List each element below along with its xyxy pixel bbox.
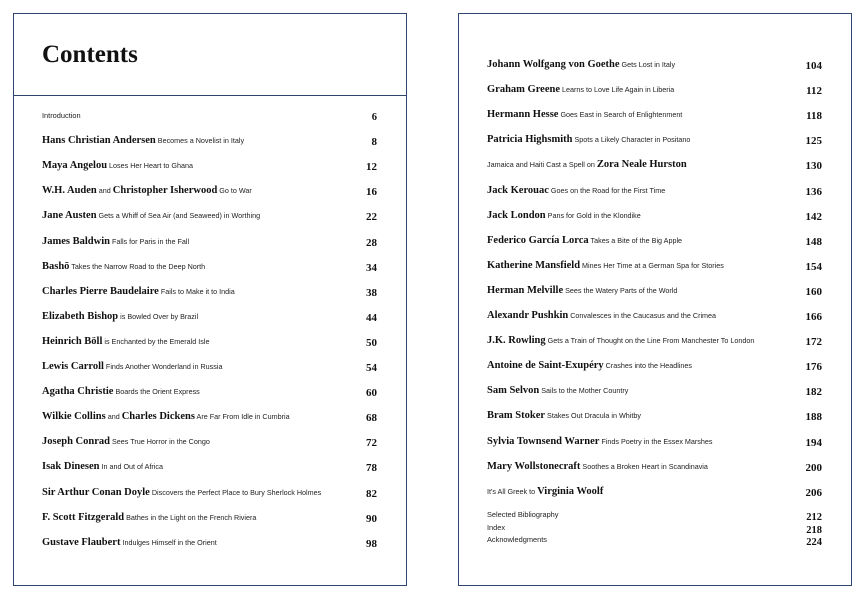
title-area bbox=[14, 14, 406, 96]
page-number: 172 bbox=[805, 336, 822, 349]
author-name: Katherine Mansfield bbox=[487, 259, 581, 271]
entry-description: Falls for Paris in the Fall bbox=[109, 236, 190, 246]
entry-description: Bathes in the Light on the French Riviera bbox=[124, 512, 257, 522]
toc-entry[interactable] bbox=[42, 434, 377, 452]
toc-entry[interactable] bbox=[487, 383, 822, 401]
page-number: 142 bbox=[805, 210, 822, 223]
page-number: 22 bbox=[366, 211, 377, 224]
page-number: 218 bbox=[806, 524, 822, 536]
toc-entry[interactable] bbox=[487, 358, 822, 376]
toc-entry[interactable] bbox=[42, 108, 377, 126]
toc-entry[interactable] bbox=[487, 283, 822, 301]
entry-description: Sees the Watery Parts of the World bbox=[563, 285, 678, 295]
author-name: Wilkie Collins bbox=[42, 411, 106, 423]
toc-entry[interactable] bbox=[487, 434, 822, 452]
page-number: 148 bbox=[805, 235, 822, 248]
toc-entry-title bbox=[487, 129, 690, 147]
author-name: Bashō bbox=[42, 260, 70, 272]
toc-entry-title bbox=[487, 230, 682, 248]
entry-description: Sails to the Mother Country bbox=[539, 386, 629, 396]
entry-description: Finds Another Wonderland in Russia bbox=[103, 362, 223, 371]
page-number: 38 bbox=[366, 286, 377, 299]
toc-entry-title bbox=[42, 281, 235, 299]
toc-entry[interactable] bbox=[487, 157, 822, 175]
page-number: 206 bbox=[805, 486, 822, 499]
page-number: 28 bbox=[366, 236, 377, 249]
page-number: 82 bbox=[366, 487, 377, 500]
author-name: Sir Arthur Conan Doyle bbox=[42, 486, 150, 498]
toc-entry-title bbox=[487, 380, 628, 398]
toc-entry-title bbox=[487, 280, 677, 298]
toc-entry-title bbox=[42, 507, 256, 525]
entry-description: Introduction bbox=[42, 111, 81, 120]
author-name: Lewis Carroll bbox=[42, 361, 104, 372]
page-number: 166 bbox=[805, 311, 822, 323]
entry-description: Go to War bbox=[217, 186, 252, 196]
toc-entry-title bbox=[487, 405, 641, 423]
page-number: 200 bbox=[805, 461, 822, 474]
page-number: 125 bbox=[805, 135, 822, 148]
toc-entry-title bbox=[42, 381, 200, 399]
toc-entry-title bbox=[42, 482, 321, 500]
toc-entry-title bbox=[42, 406, 290, 424]
toc-entry-title bbox=[487, 255, 724, 273]
toc-entry-title bbox=[42, 431, 210, 449]
entry-description: Gets a Train of Thought on the Line From Manchester To London bbox=[545, 336, 755, 346]
author-name: W.H. Auden bbox=[42, 185, 97, 197]
author-name: Agatha Christie bbox=[42, 386, 114, 398]
toc-entry-title bbox=[42, 130, 244, 148]
author-name: Hans Christian Andersen bbox=[42, 135, 156, 147]
entry-description: Finds Poetry in the Essex Marshes bbox=[599, 436, 713, 446]
author-name: Isak Dinesen bbox=[42, 461, 100, 473]
toc-entry-title bbox=[42, 532, 217, 550]
page-number: 224 bbox=[806, 537, 822, 549]
toc-entry[interactable] bbox=[487, 484, 822, 502]
toc-entry[interactable] bbox=[42, 133, 377, 151]
toc-entry-title bbox=[42, 105, 81, 123]
entry-description: Gets Lost in Italy bbox=[619, 60, 676, 69]
entry-description: Takes a Bite of the Big Apple bbox=[588, 235, 683, 245]
entry-description: In and Out of Africa bbox=[99, 462, 164, 472]
toc-entry[interactable] bbox=[42, 535, 377, 553]
toc-entry-title bbox=[42, 456, 163, 474]
author-name: Federico García Lorca bbox=[487, 234, 589, 246]
author-name: F. Scott Fitzgerald bbox=[42, 511, 125, 523]
page-number: 176 bbox=[805, 361, 822, 374]
toc-entry-title bbox=[487, 154, 687, 172]
page-number: 72 bbox=[366, 437, 377, 450]
toc-entry-title bbox=[487, 205, 641, 223]
page-number: 98 bbox=[366, 537, 377, 550]
page-number: 188 bbox=[805, 411, 822, 424]
entry-description: Gets a Whiff of Sea Air (and Seaweed) in Worthing bbox=[96, 211, 261, 221]
toc-entry-title bbox=[42, 180, 252, 198]
entry-description: is Enchanted by the Emerald Isle bbox=[102, 336, 210, 346]
author-name: Charles Dickens bbox=[121, 411, 195, 423]
entry-description: Becomes a Novelist in Italy bbox=[155, 136, 245, 146]
toc-entry-title bbox=[487, 54, 675, 72]
toc-entry-title bbox=[487, 305, 716, 323]
toc-entry[interactable] bbox=[42, 234, 377, 252]
author-name: Christopher Isherwood bbox=[112, 185, 218, 197]
toc-entry-title bbox=[42, 155, 193, 173]
author-name: Herman Melville bbox=[487, 284, 564, 296]
page-number: 34 bbox=[366, 261, 377, 274]
entry-description: Goes on the Road for the First Time bbox=[548, 185, 666, 195]
toc-entry-title bbox=[487, 180, 665, 198]
toc-entry[interactable] bbox=[487, 107, 822, 125]
author-name: Gustave Flaubert bbox=[42, 536, 121, 548]
toc-entry[interactable] bbox=[42, 158, 377, 176]
author-name: Patricia Highsmith bbox=[487, 134, 573, 146]
author-name: Elizabeth Bishop bbox=[42, 310, 119, 322]
toc-entry[interactable] bbox=[487, 308, 822, 326]
page-number: 160 bbox=[805, 285, 822, 298]
toc-entry[interactable] bbox=[487, 132, 822, 150]
entry-description: Convalesces in the Caucasus and the Crimea bbox=[568, 311, 717, 320]
entry-description: Learns to Love Life Again in Liberia bbox=[560, 85, 675, 95]
entry-description: Mines Her Time at a German Spa for Stories bbox=[580, 260, 724, 270]
toc-entry-title bbox=[42, 331, 209, 349]
toc-entry-title bbox=[42, 306, 198, 324]
right-page bbox=[458, 13, 852, 586]
toc-entry-title bbox=[487, 529, 547, 547]
entry-description: and bbox=[105, 412, 122, 422]
toc-entry-title bbox=[42, 256, 205, 274]
author-name: Mary Wollstonecraft bbox=[487, 460, 581, 472]
toc-entry-title bbox=[42, 356, 222, 374]
page-number: 136 bbox=[805, 185, 822, 198]
author-name: Jane Austen bbox=[42, 210, 97, 222]
entry-description: and bbox=[96, 186, 113, 196]
page-number: 78 bbox=[366, 462, 377, 475]
entry-description: Takes the Narrow Road to the Deep North bbox=[69, 261, 206, 271]
toc-entry[interactable] bbox=[42, 409, 377, 427]
toc-entry-title bbox=[487, 330, 754, 348]
author-name: Hermann Hesse bbox=[487, 109, 559, 121]
toc-entry-title bbox=[487, 355, 692, 373]
page-number: 54 bbox=[366, 362, 377, 374]
entry-description: Sees True Horror in the Congo bbox=[109, 437, 210, 447]
toc-entry[interactable] bbox=[42, 259, 377, 277]
toc-entry[interactable] bbox=[487, 82, 822, 100]
entry-description: Indulges Himself in the Orient bbox=[120, 537, 217, 547]
toc-entry[interactable] bbox=[487, 511, 822, 524]
toc-entry[interactable] bbox=[487, 536, 822, 549]
author-name: Bram Stoker bbox=[487, 410, 546, 422]
author-name: James Baldwin bbox=[42, 235, 110, 247]
entry-description: Jamaica and Haiti Cast a Spell on bbox=[487, 160, 597, 170]
author-name: Antoine de Saint-Exupéry bbox=[487, 360, 604, 372]
author-name: Sylvia Townsend Warner bbox=[487, 435, 600, 447]
page-number: 6 bbox=[371, 112, 377, 123]
entry-description: Soothes a Broken Heart in Scandinavia bbox=[580, 461, 708, 471]
author-name: Johann Wolfgang von Goethe bbox=[487, 59, 620, 70]
author-name: Heinrich Böll bbox=[42, 335, 103, 347]
page-number: 112 bbox=[806, 85, 822, 98]
entry-description: Selected Bibliography bbox=[487, 510, 559, 519]
entry-description: Index bbox=[487, 522, 506, 532]
page-number: 194 bbox=[805, 436, 822, 449]
toc-entry[interactable] bbox=[487, 208, 822, 226]
toc-entry[interactable] bbox=[487, 258, 822, 276]
entry-description: Spots a Likely Character in Positano bbox=[572, 135, 691, 145]
page-number: 50 bbox=[366, 336, 377, 349]
toc-entry[interactable] bbox=[487, 459, 822, 477]
toc-entry[interactable] bbox=[487, 183, 822, 201]
page-number: 90 bbox=[366, 512, 377, 525]
toc-entry[interactable] bbox=[42, 510, 377, 528]
toc-entry[interactable] bbox=[42, 208, 377, 226]
page-number: 60 bbox=[366, 387, 377, 400]
toc-entry[interactable] bbox=[487, 233, 822, 251]
toc-entry[interactable] bbox=[487, 408, 822, 426]
page-number: 154 bbox=[805, 260, 822, 273]
entry-description: Acknowledgments bbox=[487, 535, 547, 545]
author-name: J.K. Rowling bbox=[487, 335, 546, 347]
page-number: 104 bbox=[805, 60, 822, 72]
entry-description: Goes East in Search of Enlightenment bbox=[558, 110, 683, 120]
toc-entry[interactable] bbox=[487, 57, 822, 75]
author-name: Jack Kerouac bbox=[487, 184, 549, 196]
toc-entry-title bbox=[487, 79, 674, 97]
page-number: 68 bbox=[366, 412, 377, 425]
toc-entry-title bbox=[487, 104, 682, 122]
page-number: 182 bbox=[805, 386, 822, 399]
author-name: Virginia Woolf bbox=[537, 485, 604, 497]
entry-description: Stakes Out Dracula in Whitby bbox=[545, 411, 641, 421]
toc-entry-title bbox=[42, 231, 189, 249]
author-name: Joseph Conrad bbox=[42, 436, 110, 448]
entry-description: Loses Her Heart to Ghana bbox=[107, 161, 193, 171]
entry-description: Are Far From Idle in Cumbria bbox=[194, 412, 290, 422]
page-number: 212 bbox=[806, 512, 822, 523]
toc-entry-title bbox=[487, 431, 713, 449]
toc-entry-title bbox=[487, 481, 603, 499]
toc-entry[interactable] bbox=[42, 334, 377, 352]
toc-entry[interactable] bbox=[42, 183, 377, 201]
toc-entry[interactable] bbox=[42, 459, 377, 477]
page-number: 44 bbox=[366, 311, 377, 324]
author-name: Zora Neale Hurston bbox=[596, 159, 687, 171]
author-name: Charles Pierre Baudelaire bbox=[42, 285, 159, 297]
toc-entry[interactable] bbox=[42, 284, 377, 302]
entry-description: Discovers the Perfect Place to Bury Sherlock Holmes bbox=[149, 487, 322, 497]
toc-entry-title bbox=[42, 205, 260, 223]
page-number: 118 bbox=[806, 110, 822, 123]
author-name: Graham Greene bbox=[487, 84, 560, 96]
page-number: 16 bbox=[366, 186, 377, 199]
page-title: Contents bbox=[42, 41, 138, 68]
page-number: 8 bbox=[371, 136, 377, 149]
toc-entry[interactable] bbox=[42, 485, 377, 503]
author-name: Alexandr Pushkin bbox=[487, 310, 569, 321]
entry-description: Crashes into the Headlines bbox=[603, 361, 692, 371]
entry-description: is Bowled Over by Brazil bbox=[118, 311, 199, 321]
toc-entry-title bbox=[487, 456, 708, 474]
toc-entry[interactable] bbox=[487, 333, 822, 351]
author-name: Sam Selvon bbox=[487, 385, 540, 397]
page-number: 130 bbox=[805, 160, 822, 173]
toc-entry[interactable] bbox=[42, 384, 377, 402]
entry-description: It's All Greek to bbox=[487, 486, 538, 496]
entry-description: Boards the Orient Express bbox=[113, 387, 200, 397]
page-number: 12 bbox=[366, 161, 377, 174]
author-name: Maya Angelou bbox=[42, 160, 108, 172]
entry-description: Pans for Gold in the Klondike bbox=[545, 210, 641, 220]
toc-entry[interactable] bbox=[42, 309, 377, 327]
left-page bbox=[13, 13, 407, 586]
author-name: Jack London bbox=[487, 209, 546, 221]
entry-description: Fails to Make it to India bbox=[158, 286, 235, 296]
toc-entry[interactable] bbox=[42, 359, 377, 377]
